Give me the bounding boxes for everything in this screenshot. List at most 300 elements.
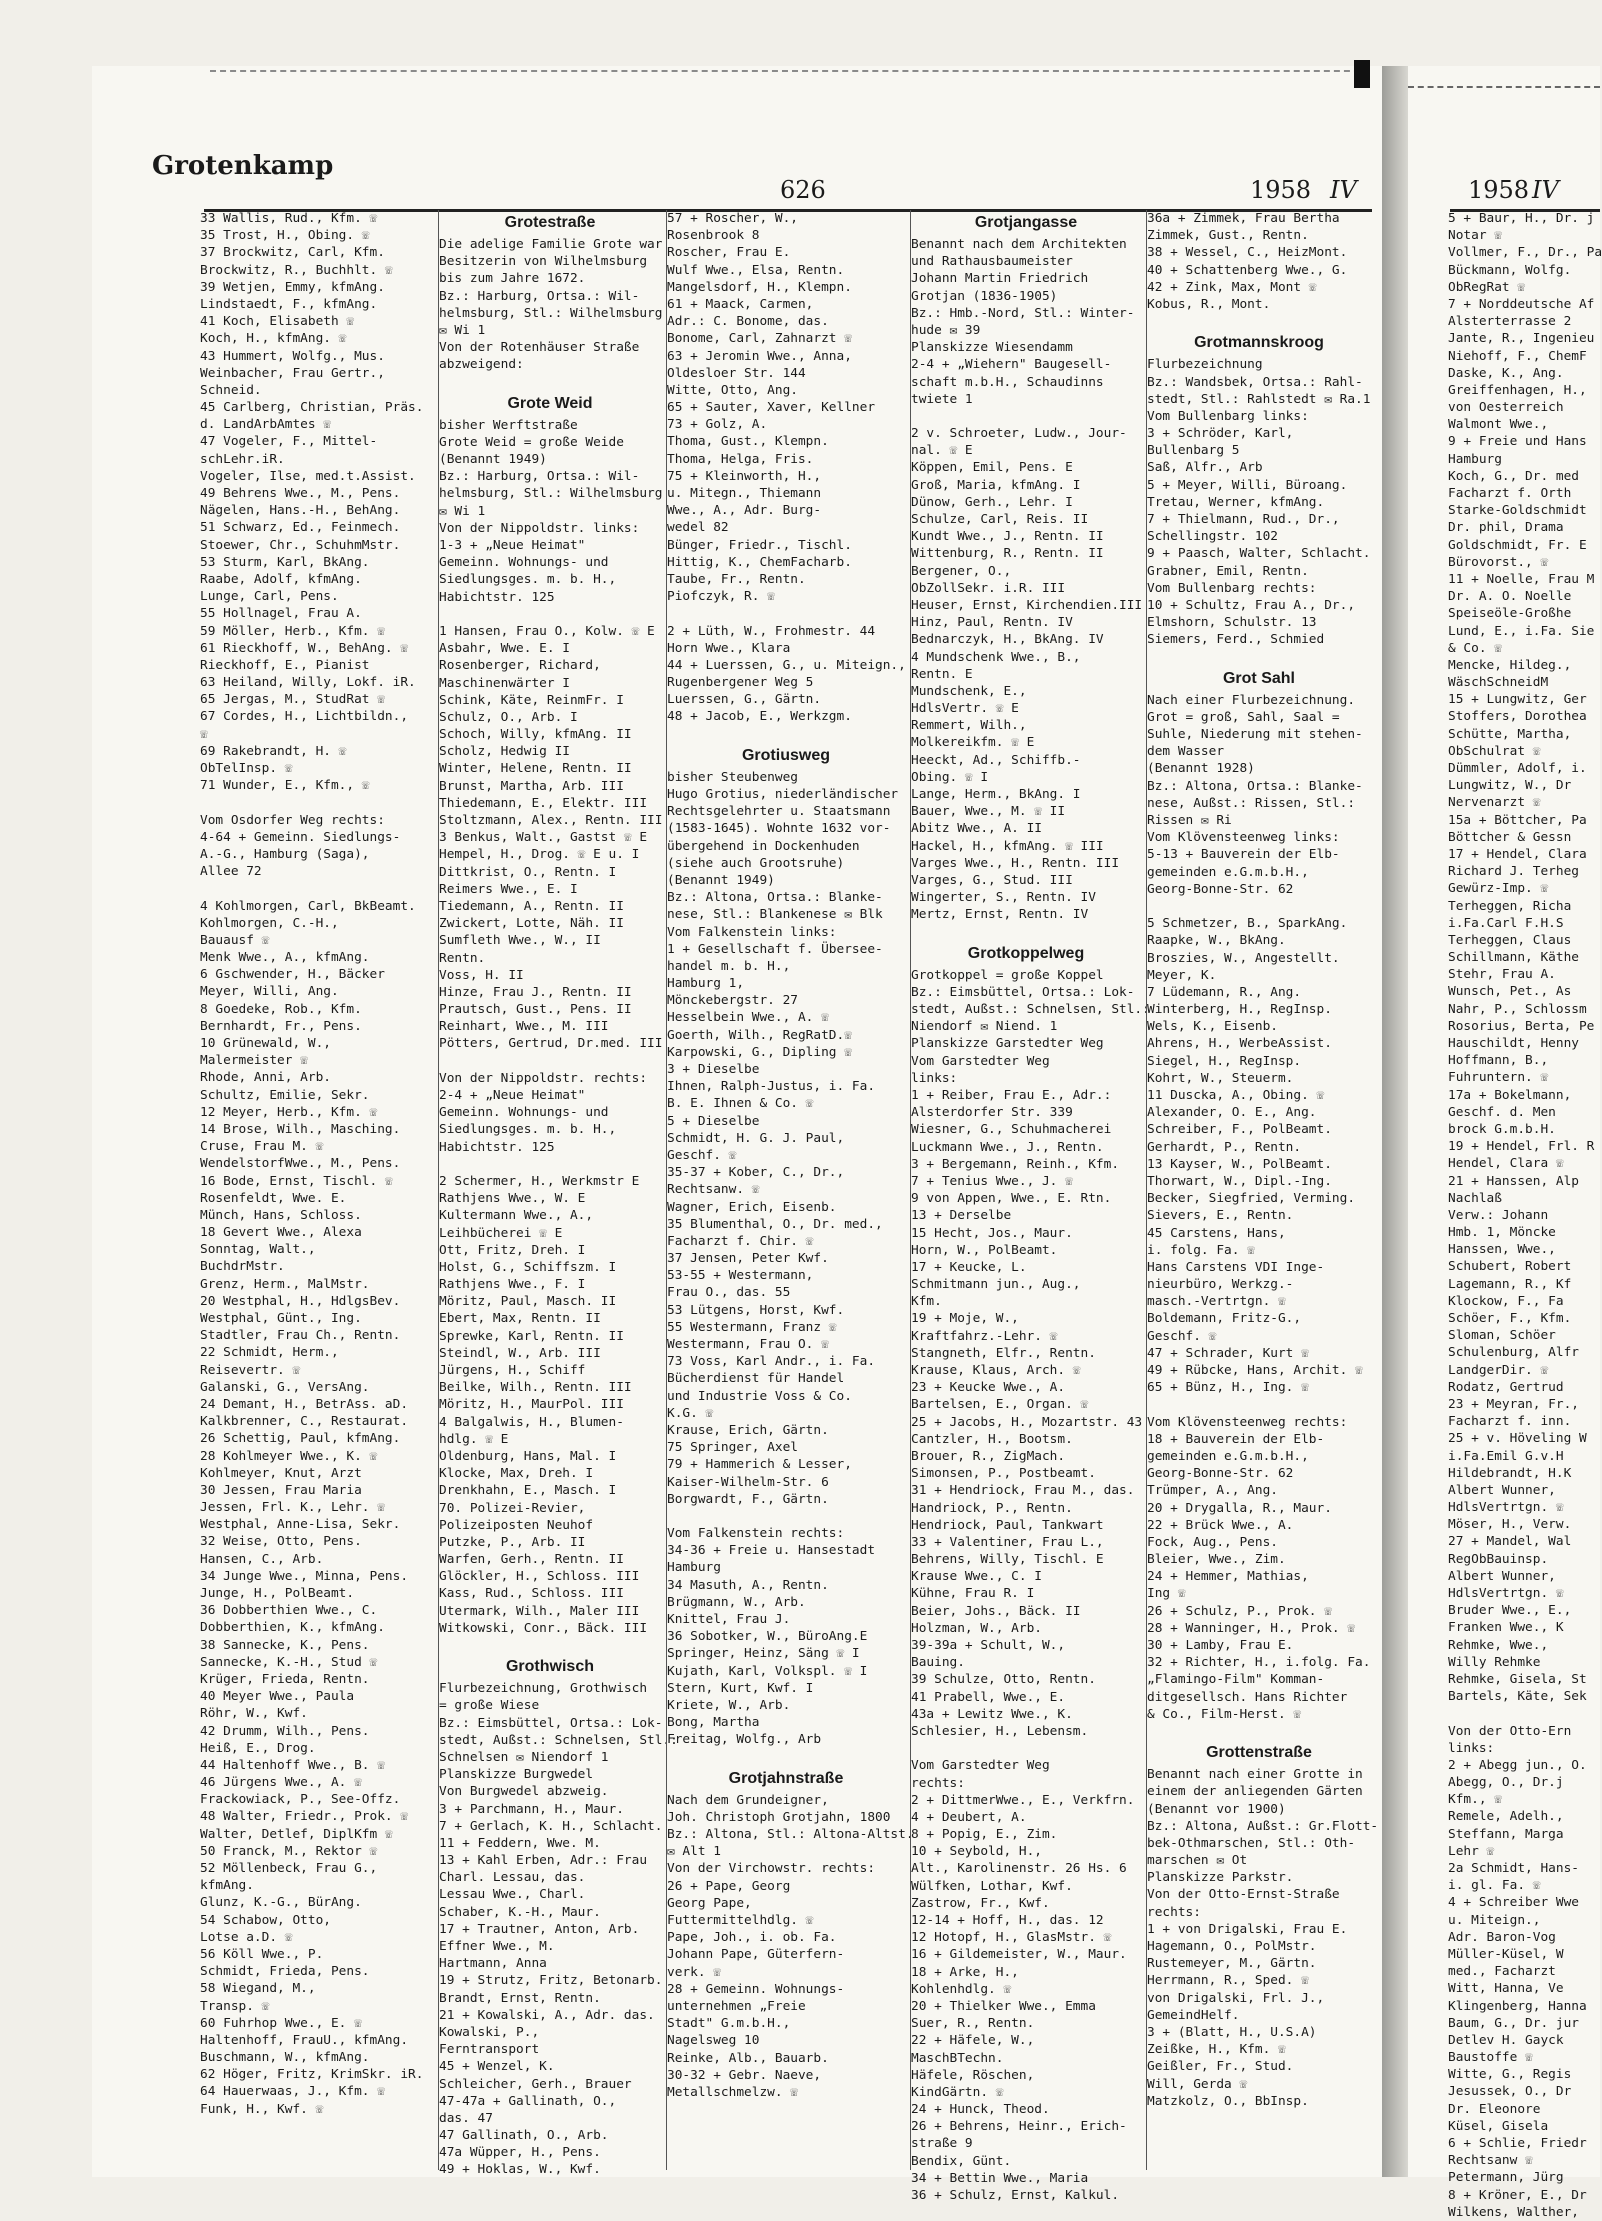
- directory-entry-line: masch.-Vertrtgn. ☏: [1147, 1294, 1286, 1310]
- directory-entry-line: Rosenfeldt, Wwe. E.: [200, 1190, 347, 1206]
- directory-entry-line: 73 Voss, Karl Andr., i. Fa.: [667, 1354, 876, 1370]
- directory-entry-line: Krüger, Frieda, Rentn.: [200, 1671, 370, 1687]
- directory-entry-line: Ahrens, H., WerbeAssist.: [1147, 1036, 1332, 1052]
- directory-entry-line: Sloman, Schöer: [1448, 1328, 1556, 1344]
- directory-entry-line: von Drigalski, Frl. J.,: [1147, 1990, 1325, 2006]
- directory-entry-line: Bz.: Wandsbek, Ortsa.: Rahl-: [1147, 374, 1363, 390]
- page-number: 626: [780, 176, 826, 204]
- directory-entry-line: 24 + Hemmer, Mathias,: [1147, 1569, 1309, 1585]
- directory-entry-line: Bz.: Harburg, Ortsa.: Wil-: [439, 288, 640, 304]
- directory-entry-line: Polizeiposten Neuhof: [439, 1517, 594, 1533]
- directory-entry-line: Horn, W., PolBeamt.: [911, 1242, 1058, 1258]
- directory-entry-line: Will, Gerda ☏: [1147, 2076, 1248, 2092]
- directory-entry-line: 46 Jürgens Wwe., A. ☏: [200, 1775, 362, 1791]
- directory-entry-line: Von der Otto-Ern: [1448, 1723, 1572, 1739]
- directory-entry-line: Witkowski, Conr., Bäck. III: [439, 1620, 648, 1636]
- directory-entry-line: 48 Walter, Friedr., Prok. ☏: [200, 1809, 409, 1825]
- directory-entry-line: stedt, Stl.: Rahlstedt ✉ Ra.1: [1147, 391, 1371, 407]
- directory-entry-line: 12-14 + Hoff, H., das. 12: [911, 1913, 1104, 1928]
- directory-entry-line: Adr.: C. Bonome, das.: [667, 314, 829, 330]
- directory-entry-line: Stoewer, Chr., SchuhmMstr.: [200, 537, 401, 553]
- directory-entry-line: Hartmann, Anna: [439, 1956, 547, 1972]
- directory-entry-line: Vollmer, F., Dr., Pa: [1448, 245, 1602, 261]
- directory-entry-line: Nachlaß: [1448, 1190, 1502, 1206]
- directory-entry-line: Steindl, W., Arb. III: [439, 1345, 601, 1361]
- directory-entry-line: Cruse, Frau M. ☏: [200, 1139, 324, 1155]
- directory-entry-line: 44 + Luerssen, G., u. Miteign.,: [667, 657, 906, 673]
- directory-entry-line: 17 + Hendel, Clara: [1448, 846, 1587, 862]
- directory-entry-line: 27 + Mandel, Wal: [1448, 1534, 1572, 1550]
- directory-entry-line: 34 + Bettin Wwe., Maria: [911, 2170, 1089, 2186]
- directory-entry-line: Krause Wwe., C. I: [911, 1569, 1042, 1585]
- street-heading: Grotjangasse: [974, 214, 1078, 231]
- directory-entry-line: Albert Wunner,: [1448, 1568, 1556, 1584]
- binding-mark: [1354, 60, 1370, 88]
- directory-entry-line: Johann Pape, Güterfern-: [667, 1947, 845, 1963]
- directory-entry-line: Westphal, Günt., Ing.: [200, 1311, 362, 1326]
- directory-entry-line: Lehr ☏: [1448, 1843, 1495, 1859]
- directory-entry-line: 4 Mundschenk Wwe., B.,: [911, 649, 1081, 665]
- directory-entry-line: 1 + Gesellschaft f. Übersee-: [667, 941, 883, 957]
- directory-entry-line: Siemers, Ferd., Schmied: [1147, 632, 1325, 648]
- directory-entry-line: gemeinden e.G.m.b.H.,: [1147, 1448, 1309, 1464]
- directory-entry-line: Sumfleth Wwe., W., II: [439, 933, 601, 949]
- directory-entry-line: [667, 605, 905, 622]
- directory-entry-line: 61 + Maack, Carmen,: [667, 296, 814, 312]
- directory-entry-line: Kfm.: [911, 1294, 942, 1310]
- directory-entry-line: Schmitmann jun., Aug.,: [911, 1277, 1081, 1293]
- directory-entry-line: Gemeinn. Wohnungs- und: [439, 1105, 609, 1121]
- directory-entry-line: Witt, Hanna, Ve: [1448, 1981, 1564, 1997]
- directory-entry-line: 9 von Appen, Wwe., E. Rtn.: [911, 1191, 1112, 1207]
- directory-entry-line: (Benannt 1949): [439, 452, 547, 468]
- directory-entry-line: 17 + Keucke, L.: [911, 1259, 1027, 1275]
- directory-entry-line: Kobus, R., Mont.: [1147, 296, 1271, 312]
- directory-entry-line: 7 + Tenius Wwe., J. ☏: [911, 1173, 1073, 1189]
- directory-entry-line: Meyer, K.: [1147, 967, 1217, 983]
- directory-entry-line: Bauing.: [911, 1655, 965, 1671]
- directory-entry-line: 24 Demant, H., BetrAss. aD.: [200, 1396, 409, 1412]
- directory-entry-line: Vom Garstedter Weg: [911, 1053, 1050, 1069]
- directory-entry-line: Heuser, Ernst, Kirchendien.III: [911, 597, 1143, 613]
- directory-entry-line: Geißler, Fr., Stud.: [1147, 2059, 1294, 2075]
- directory-entry-line: 10 + Schultz, Frau A., Dr.,: [1147, 597, 1356, 613]
- directory-entry-line: Schaber, K.-H., Maur.: [439, 1904, 601, 1920]
- directory-entry-line: 7 + Gerlach, K. H., Schlacht.: [439, 1818, 663, 1834]
- directory-entry-line: 64 Hauerwaas, J., Kfm. ☏: [200, 2084, 385, 2100]
- directory-entry-line: nal. ☏ E: [911, 443, 973, 459]
- directory-entry-line: 20 + Thielker Wwe., Emma: [911, 1998, 1096, 2014]
- directory-entry-line: Kowalski, P.,: [439, 2024, 540, 2040]
- directory-entry-line: 7 + Thielmann, Rud., Dr.,: [1147, 512, 1340, 527]
- directory-entry-line: 4 + Schreiber Wwe: [1448, 1895, 1579, 1911]
- directory-entry-line: Rentn.: [439, 950, 486, 966]
- directory-entry-line: 47 + Schrader, Kurt ☏: [1147, 1345, 1309, 1361]
- directory-entry-line: marschen ✉ Ot: [1147, 1853, 1248, 1869]
- directory-entry-line: i. gl. Fa. ☏: [1448, 1878, 1541, 1894]
- directory-entry-line: Alt., Karolinenstr. 26 Hs. 6: [911, 1861, 1127, 1877]
- directory-entry-line: Varges, G., Stud. III: [911, 872, 1073, 888]
- directory-entry-line: 41 Prabell, Wwe., E.: [911, 1689, 1066, 1705]
- directory-entry-line: 26 + Behrens, Heinr., Erich-: [911, 2119, 1127, 2135]
- directory-entry-line: (1583-1645). Wohnte 1632 vor-: [667, 821, 891, 837]
- directory-entry-line: Borgwardt, F., Gärtn.: [667, 1491, 829, 1507]
- directory-entry-line: A.-G., Hamburg (Saga),: [200, 846, 370, 862]
- directory-entry-line: 47-47a + Gallinath, O.,: [439, 2093, 617, 2109]
- directory-entry-line: Siedlungsges. m. b. H.,: [439, 572, 617, 588]
- directory-column-3: [666, 210, 914, 2170]
- directory-entry-line: Oldenburg, Hans, Mal. I: [439, 1448, 617, 1464]
- directory-entry-line: Scholz, Hedwig II: [439, 744, 570, 760]
- directory-entry-line: Schoch, Willy, kfmAng. II: [439, 727, 632, 743]
- directory-entry-line: einem der anliegenden Gärten: [1147, 1784, 1363, 1800]
- directory-entry-line: 36 + Schulz, Ernst, Kalkul.: [911, 2188, 1120, 2203]
- directory-entry-line: Schmidt, Frieda, Pens.: [200, 1964, 370, 1980]
- directory-entry-line: 37 Jensen, Peter Kwf.: [667, 1251, 829, 1267]
- directory-entry-line: Ferntransport: [439, 2042, 540, 2058]
- directory-entry-line: & Co., Film-Herst. ☏: [1147, 1706, 1302, 1722]
- directory-entry-line: brock G.m.b.H.: [1448, 1121, 1556, 1137]
- directory-entry-line: Rosenbrook 8: [667, 228, 760, 244]
- directory-entry-line: Speiseöle-Großhe: [1448, 606, 1572, 622]
- directory-entry-line: Herrmann, R., Sped. ☏: [1147, 1973, 1309, 1989]
- directory-entry-line: i. folg. Fa. ☏: [1147, 1242, 1255, 1258]
- directory-entry-line: Schnelsen ✉ Niendorf 1: [439, 1749, 609, 1765]
- directory-entry-line: Freitag, Wolfg., Arb: [667, 1732, 822, 1748]
- directory-entry-line: B. E. Ihnen & Co. ☏: [667, 1096, 814, 1112]
- directory-entry-line: Bauausf ☏: [200, 932, 270, 948]
- directory-entry-line: 17 + Trautner, Anton, Arb.: [439, 1921, 640, 1937]
- directory-entry-line: Stadtler, Frau Ch., Rentn.: [200, 1328, 401, 1344]
- directory-entry-line: 51 Schwarz, Ed., Feinmech.: [200, 520, 401, 536]
- directory-entry-line: Stehr, Frau A.: [1448, 967, 1556, 983]
- street-heading: Grotestraße: [504, 214, 596, 231]
- directory-entry-line: Ing ☏: [1147, 1586, 1186, 1602]
- directory-entry-line: Klingenberg, Hanna: [1448, 1998, 1587, 2014]
- directory-entry-line: 34-36 + Freie u. Hansestadt: [667, 1543, 876, 1559]
- directory-entry-line: Piofczyk, R. ☏: [667, 589, 775, 605]
- directory-entry-line: Grotkoppel = große Koppel: [911, 967, 1104, 983]
- directory-entry-line: 13 + Derselbe: [911, 1208, 1012, 1224]
- page-top-edge: [210, 70, 1370, 72]
- directory-entry-line: Siedlungsges. m. b. H.,: [439, 1122, 617, 1138]
- directory-entry-line: Geschf. ☏: [1147, 1328, 1217, 1344]
- directory-entry-line: 7 Lüdemann, R., Ang.: [1147, 984, 1302, 1000]
- directory-entry-line: Rathjens Wwe., F. I: [439, 1277, 586, 1293]
- directory-entry-line: 39-39a + Schult, W.,: [911, 1638, 1066, 1653]
- directory-entry-line: Jürgens, H., Schiff: [439, 1363, 586, 1378]
- directory-entry-line: 25 + v. Höveling W: [1448, 1431, 1587, 1447]
- directory-entry-line: Matzkolz, O., BbInsp.: [1147, 2093, 1309, 2109]
- directory-entry-line: 31 + Hendriock, Frau M., das.: [911, 1483, 1135, 1499]
- directory-entry-line: 2 + DittmerWwe., E., Verkfrn.: [911, 1792, 1135, 1808]
- directory-entry-line: Stangneth, Elfr., Rentn.: [911, 1345, 1096, 1361]
- directory-entry-line: Rehmke, Gisela, St: [1448, 1671, 1587, 1687]
- directory-entry-line: Maschinenwärter I: [439, 675, 570, 691]
- directory-entry-line: Grot = groß, Sahl, Saal =: [1147, 709, 1340, 725]
- directory-entry-line: 10 Grünewald, W.,: [200, 1036, 331, 1051]
- directory-entry-line: Tretau, Werner, kfmAng.: [1147, 494, 1325, 510]
- directory-entry-line: 47a Wüpper, H., Pens.: [439, 2145, 601, 2161]
- directory-entry-line: Jesussek, O., Dr: [1448, 2084, 1572, 2100]
- directory-entry-line: Albert Wunner,: [1448, 1482, 1556, 1498]
- directory-entry-line: Röhr, W., Kwf.: [200, 1706, 308, 1722]
- directory-entry-line: übergehend in Dockenhuden: [667, 838, 860, 854]
- directory-entry-line: 75 + Kleinworth, H.,: [667, 468, 822, 484]
- directory-entry-line: Kriete, W., Arb.: [667, 1697, 791, 1713]
- volume-label: IV: [1330, 176, 1357, 204]
- directory-entry-line: 38 + Wessel, C., HeizMont.: [1147, 245, 1348, 261]
- directory-entry-line: Simonsen, P., Postbeamt.: [911, 1466, 1096, 1482]
- directory-entry-line: [439, 1637, 661, 1654]
- directory-entry-line: Bernhardt, Fr., Pens.: [200, 1018, 362, 1034]
- directory-entry-line: und Rathausbaumeister: [911, 254, 1073, 270]
- directory-entry-line: ObRegRat ☏: [1448, 279, 1526, 295]
- directory-entry-line: Bz.: Altona, Ortsa.: Blanke-: [667, 890, 883, 906]
- directory-entry-line: Vom Bullenbarg rechts:: [1147, 580, 1317, 596]
- directory-entry-line: Verw.: Johann: [1448, 1207, 1549, 1223]
- directory-entry-line: 53-55 + Westermann,: [667, 1268, 814, 1284]
- directory-entry-line: Wunsch, Pet., As: [1448, 984, 1572, 1000]
- directory-entry-line: Schink, Käte, ReinmFr. I: [439, 692, 624, 708]
- directory-entry-line: Putzke, P., Arb. II: [439, 1534, 586, 1550]
- directory-entry-line: Reisevertr. ☏: [200, 1362, 301, 1378]
- directory-entry-line: Mundschenk, E.,: [911, 683, 1027, 699]
- directory-entry-line: ObSchulrat ☏: [1448, 743, 1541, 759]
- directory-entry-line: [911, 408, 1141, 425]
- directory-entry-line: ✉ Wi 1: [439, 503, 486, 519]
- directory-entry-line: 56 Köll Wwe., P.: [200, 1946, 324, 1962]
- directory-entry-line: Adr. Baron-Vog: [1448, 1929, 1556, 1945]
- directory-entry-line: Hansen, C., Arb.: [200, 1551, 324, 1567]
- directory-entry-line: Schillmann, Käthe: [1448, 950, 1579, 966]
- directory-entry-line: 55 Westermann, Franz ☏: [667, 1319, 837, 1335]
- directory-entry-line: Brouer, R., ZigMach.: [911, 1448, 1066, 1464]
- directory-entry-line: Von der Nippoldstr. rechts:: [439, 1070, 648, 1086]
- directory-entry-line: 15 Hecht, Jos., Maur.: [911, 1225, 1073, 1241]
- directory-entry-line: Glunz, K.-G., BürAng.: [200, 1895, 362, 1911]
- directory-entry-line: 3 + Bergemann, Reinh., Kfm.: [911, 1156, 1120, 1172]
- directory-entry-line: 38 Sannecke, K., Pens.: [200, 1637, 370, 1653]
- directory-entry-line: 11 + Noelle, Frau M: [1448, 571, 1595, 587]
- directory-entry-line: ✉ Wi 1: [439, 322, 486, 338]
- directory-entry-line: Müller-Küsel, W: [1448, 1946, 1564, 1962]
- directory-entry-line: Fuhruntern. ☏: [1448, 1070, 1549, 1086]
- directory-entry-line: 65 Jergas, M., StudRat ☏: [200, 692, 385, 708]
- page-title: Grotenkamp: [152, 151, 334, 181]
- directory-entry-line: Hildebrandt, H.K: [1448, 1465, 1572, 1481]
- directory-entry-line: Grenz, Herm., MalMstr.: [200, 1276, 370, 1292]
- directory-entry-line: [200, 794, 434, 811]
- directory-entry-line: 22 Schmidt, Herm.,: [200, 1345, 339, 1361]
- directory-entry-line: Stoffers, Dorothea: [1448, 709, 1587, 725]
- directory-entry-line: Bergener, O.,: [911, 563, 1012, 579]
- directory-entry-line: Gemeinn. Wohnungs- und: [439, 555, 609, 571]
- directory-entry-line: Varges Wwe., H., Rentn. III: [911, 855, 1120, 871]
- directory-entry-line: 18 + Bauverein der Elb-: [1147, 1431, 1325, 1447]
- directory-entry-line: Rathjens Wwe., W. E: [439, 1191, 586, 1207]
- directory-entry-line: 22 + Häfele, W.,: [911, 2033, 1035, 2049]
- directory-entry-line: Rissen ✉ Ri: [1147, 813, 1232, 828]
- directory-entry-line: Planskizze Burgwedel: [439, 1767, 594, 1783]
- directory-entry-line: Detlev H. Gayck: [1448, 2032, 1564, 2048]
- directory-entry-line: Wilkens, Walther,: [1448, 2204, 1579, 2220]
- year-label: 1958: [1250, 176, 1312, 204]
- directory-entry-line: Vom Klövensteenweg rechts:: [1147, 1414, 1348, 1430]
- directory-entry-line: 1-3 + „Neue Heimat": [439, 538, 586, 553]
- directory-entry-line: Metallschmelzw. ☏: [667, 2084, 798, 2100]
- directory-entry-line: Brügmann, W., Arb.: [667, 1594, 806, 1610]
- directory-entry-line: Vom Klövensteenweg links:: [1147, 830, 1340, 846]
- directory-entry-line: Habichtstr. 125: [439, 1139, 555, 1155]
- directory-entry-line: hdlg. ☏ E: [439, 1431, 509, 1447]
- directory-entry-line: Schleicher, Gerh., Brauer: [439, 2076, 632, 2092]
- directory-entry-line: 6 Gschwender, H., Bäcker: [200, 967, 385, 983]
- directory-entry-line: Witte, Otto, Ang.: [667, 382, 798, 398]
- directory-entry-line: Prautsch, Gust., Pens. II: [439, 1002, 632, 1018]
- directory-entry-line: 55 Hollnagel, Frau A.: [200, 606, 362, 622]
- directory-entry-line: 36a + Zimmek, Frau Bertha: [1147, 211, 1340, 226]
- directory-entry-line: 41 Koch, Elisabeth ☏: [200, 314, 355, 330]
- directory-entry-line: [1147, 1723, 1371, 1740]
- directory-entry-line: Steffann, Marga: [1448, 1826, 1564, 1842]
- directory-entry-line: Weinbacher, Frau Gertr.,: [200, 365, 385, 381]
- directory-entry-line: Gerhardt, P., Rentn.: [1147, 1139, 1302, 1155]
- directory-entry-line: bis zum Jahre 1672.: [439, 271, 586, 287]
- directory-entry-line: Kohlmeyer, Knut, Arzt: [200, 1465, 362, 1481]
- directory-entry-line: Möritz, Paul, Masch. II: [439, 1294, 617, 1310]
- directory-entry-line: Pape, Joh., i. ob. Fa.: [667, 1930, 837, 1946]
- directory-entry-line: 2 + Abegg jun., O.: [1448, 1757, 1587, 1773]
- directory-entry-line: [911, 1740, 1141, 1757]
- directory-entry-line: Hanssen, Wwe.,: [1448, 1242, 1556, 1258]
- directory-entry-line: Kraftfahrz.-Lehr. ☏: [911, 1328, 1058, 1344]
- directory-entry-line: 63 + Jeromin Wwe., Anna,: [667, 348, 852, 364]
- directory-entry-line: Daske, K., Ang.: [1448, 365, 1564, 381]
- directory-entry-line: Winter, Helene, Rentn. II: [439, 761, 632, 777]
- directory-entry-line: Schulz, O., Arb. I: [439, 709, 578, 725]
- directory-entry-line: Heiß, E., Drog.: [200, 1740, 316, 1756]
- directory-entry-line: 3 + Dieselbe: [667, 1062, 760, 1077]
- directory-entry-line: Transp. ☏: [200, 1998, 270, 2014]
- directory-entry-line: 36 Sobotker, W., BüroAng.E: [667, 1629, 868, 1645]
- directory-entry-line: Möritz, H., MaurPol. III: [439, 1397, 624, 1413]
- directory-entry-line: 33 + Valentiner, Frau L.,: [911, 1534, 1104, 1550]
- directory-entry-line: Zastrow, Fr., Kwf.: [911, 1895, 1050, 1911]
- directory-entry-line: 5-13 + Bauverein der Elb-: [1147, 847, 1340, 863]
- directory-entry-line: Junge, H., PolBeamt.: [200, 1586, 355, 1601]
- directory-entry-line: Bz.: Altona, Außst.: Gr.Flott-: [1147, 1818, 1379, 1834]
- directory-entry-line: Rehmke, Wwe.,: [1448, 1637, 1549, 1653]
- directory-entry-line: 35-37 + Kober, C., Dr.,: [667, 1165, 845, 1181]
- directory-entry-line: Becker, Siegfried, Verming.: [1147, 1191, 1356, 1207]
- directory-entry-line: Haltenhoff, FrauU., kfmAng.: [200, 2032, 409, 2048]
- directory-entry-line: Hesselbein Wwe., A. ☏: [667, 1010, 829, 1026]
- directory-entry-line: Rechtsanw. ☏: [667, 1182, 760, 1198]
- directory-entry-line: Schulze, Carl, Reis. II: [911, 512, 1089, 527]
- directory-entry-line: [1448, 1705, 1598, 1722]
- directory-entry-line: & Co. ☏: [1448, 640, 1502, 656]
- directory-entry-line: 45 + Wenzel, K.: [439, 2059, 555, 2075]
- street-heading: Grotjahnstraße: [728, 1769, 844, 1787]
- directory-entry-line: 50 Franck, M., Rektor ☏: [200, 1843, 378, 1859]
- directory-entry-line: 15a + Böttcher, Pa: [1448, 812, 1587, 828]
- directory-entry-line: Stoltzmann, Alex., Rentn. III: [439, 813, 663, 828]
- directory-entry-line: Grotjan (1836-1905): [911, 288, 1058, 304]
- directory-entry-line: Asbahr, Wwe. E. I: [439, 641, 570, 657]
- directory-entry-line: Dr. A. O. Noelle: [1448, 589, 1572, 605]
- directory-entry-line: 8 Goedeke, Rob., Kfm.: [200, 1001, 362, 1017]
- directory-entry-line: 2 v. Schroeter, Ludw., Jour-: [911, 426, 1127, 442]
- directory-entry-line: Hamburg: [667, 1560, 721, 1576]
- directory-entry-line: Hinze, Frau J., Rentn. II: [439, 984, 632, 1000]
- directory-entry-line: 18 + Arke, H.,: [911, 1964, 1019, 1980]
- directory-entry-line: Hempel, H., Drog. ☏ E u. I: [439, 847, 640, 863]
- directory-entry-line: [667, 726, 905, 743]
- directory-entry-line: bisher Werftstraße: [439, 417, 578, 433]
- directory-entry-line: d. LandArbAmtes ☏: [200, 417, 331, 433]
- directory-entry-line: Flurbezeichnung: [1147, 357, 1263, 373]
- directory-entry-line: 49 + Rübcke, Hans, Archit. ☏: [1147, 1363, 1363, 1378]
- directory-entry-line: Wwe., A., Adr. Burg-: [667, 503, 822, 519]
- directory-entry-line: WäschSchneidM: [1448, 675, 1549, 691]
- directory-entry-line: Beier, Johs., Bäck. II: [911, 1603, 1081, 1619]
- directory-entry-line: 43 Hummert, Wolfg., Mus.: [200, 348, 385, 364]
- directory-entry-line: Brandt, Ernst, Rentn.: [439, 1990, 601, 2006]
- directory-entry-line: Voss, H. II: [439, 967, 524, 983]
- directory-entry-line: Kaiser-Wilhelm-Str. 6: [667, 1474, 829, 1490]
- directory-entry-line: Galanski, G., VersAng.: [200, 1379, 370, 1395]
- directory-entry-line: Schellingstr. 102: [1147, 529, 1278, 545]
- directory-entry-line: Trümper, A., Ang.: [1147, 1483, 1278, 1499]
- directory-entry-line: Schneid.: [200, 382, 262, 398]
- directory-entry-line: 79 + Hammerich & Lesser,: [667, 1457, 852, 1473]
- directory-entry-line: Stern, Kurt, Kwf. I: [667, 1680, 814, 1696]
- directory-entry-line: Heeckt, Ad., Schiffb.-: [911, 752, 1081, 768]
- directory-entry-line: 35 Blumenthal, O., Dr. med.,: [667, 1216, 883, 1232]
- directory-entry-line: Bauer, Wwe., M. ☏ II: [911, 804, 1066, 820]
- directory-entry-line: Niendorf ✉ Niend. 1: [911, 1019, 1058, 1035]
- directory-entry-line: 49 Behrens Wwe., M., Pens.: [200, 486, 401, 501]
- directory-entry-line: Drenkhahn, E., Masch. I: [439, 1483, 617, 1499]
- directory-entry-line: nese, Stl.: Blankenese ✉ Blk: [667, 907, 883, 923]
- directory-entry-line: Abitz Wwe., A. II: [911, 821, 1042, 837]
- directory-entry-line: Bz.: Harburg, Ortsa.: Wil-: [439, 469, 640, 485]
- directory-entry-line: 14 Brose, Wilh., Masching.: [200, 1121, 401, 1137]
- directory-entry-line: Kujath, Karl, Volkspl. ☏ I: [667, 1663, 868, 1679]
- directory-entry-line: links:: [1448, 1740, 1495, 1756]
- directory-entry-line: hude ✉ 39: [911, 322, 981, 338]
- directory-entry-line: Köppen, Emil, Pens. E: [911, 460, 1073, 476]
- directory-entry-line: 20 Westphal, H., HdlgsBev.: [200, 1293, 401, 1309]
- directory-entry-line: nieurbüro, Werkzg.-: [1147, 1277, 1294, 1293]
- directory-entry-line: (Benannt 1949): [667, 872, 775, 888]
- directory-column-2: [438, 210, 678, 2178]
- directory-entry-line: [1147, 649, 1371, 666]
- directory-entry-line: Joh. Christoph Grotjahn, 1800: [667, 1809, 891, 1825]
- directory-entry-line: Meyer, Willi, Ang.: [200, 984, 339, 1000]
- directory-entry-line: Jante, R., Ingenieu: [1448, 331, 1595, 347]
- right-page-volume-label: IV: [1532, 176, 1559, 204]
- directory-entry-line: helmsburg, Stl.: Wilhelmsburg: [439, 486, 663, 502]
- directory-entry-line: Molkereikfm. ☏ E: [911, 735, 1035, 751]
- directory-entry-line: Pötters, Gertrud, Dr.med. III: [439, 1036, 663, 1052]
- directory-entry-line: Benannt nach dem Architekten: [911, 237, 1127, 252]
- directory-entry-line: Dobberthien, K., kfmAng.: [200, 1620, 385, 1636]
- directory-entry-line: unternehmen „Freie: [667, 1998, 806, 2014]
- directory-entry-line: 26 + Pape, Georg: [667, 1878, 791, 1894]
- directory-entry-line: Mangelsdorf, H., Klempn.: [667, 279, 852, 295]
